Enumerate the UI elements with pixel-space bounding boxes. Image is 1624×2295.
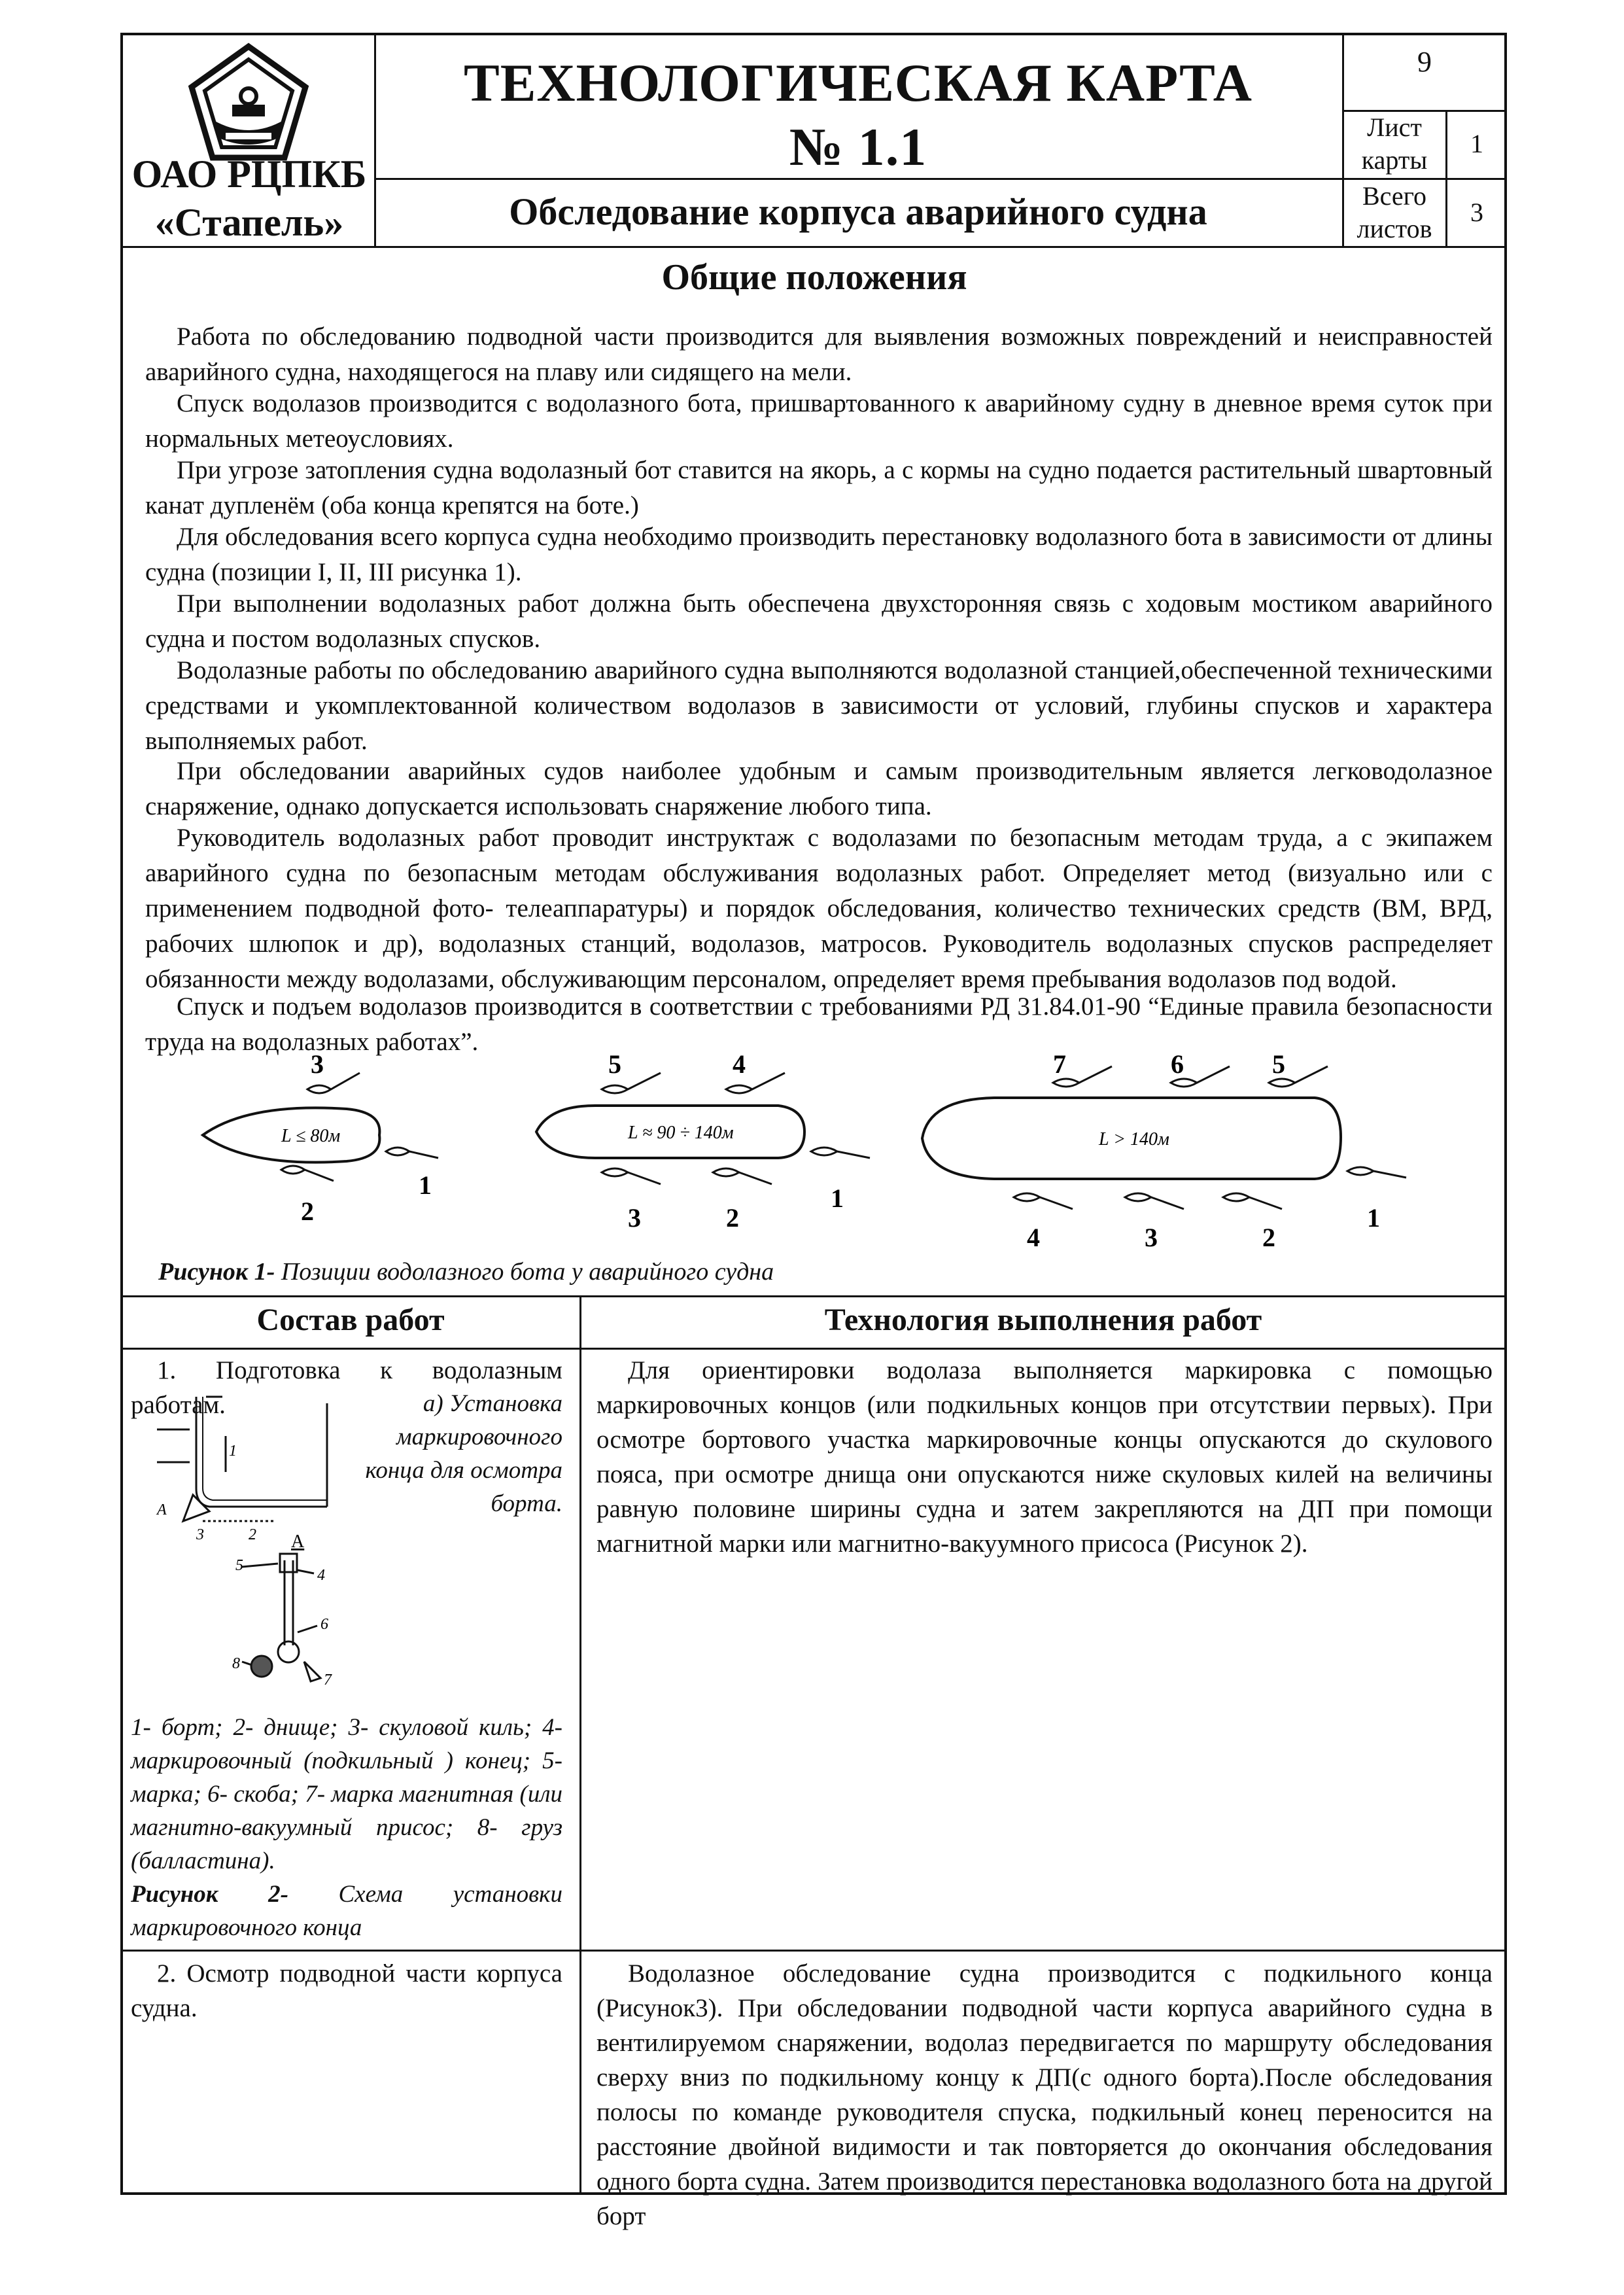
position-number: 1 <box>831 1183 844 1213</box>
paragraph: Работа по обследованию подводной части производится для выявления возможных повреждений и неисправностей аварийного судна, находящегося на плаву или сидящего на мели. <box>145 323 1493 386</box>
table-header-line <box>120 1348 1507 1350</box>
col-header-works: Состав работ <box>256 1303 445 1337</box>
figure1-boat-positions <box>150 1053 1472 1250</box>
org-name: ОАО РЦПКБ <box>131 152 367 196</box>
col-header-technology: Технология выполнения работ <box>824 1303 1262 1337</box>
svg-text:7: 7 <box>324 1672 332 1689</box>
position-number: 4 <box>733 1053 746 1079</box>
svg-text:4: 4 <box>317 1567 325 1584</box>
position-number: 2 <box>301 1197 314 1226</box>
svg-text:2: 2 <box>249 1526 256 1543</box>
position-number: 6 <box>1171 1053 1184 1079</box>
figure2-label-a: А <box>291 1532 305 1552</box>
table-row-line <box>120 1950 1507 1952</box>
figure2-legend: 1- борт; 2- днище; 3- скуловой киль; 4- маркировочный (подкильный ) конец; 5- марка; 6- скоба; 7- марка магнитная (или магнитно-вакуумный присос; 8- груз (балластина). <box>131 1714 562 1874</box>
svg-text:6: 6 <box>320 1616 328 1633</box>
card-number: № 1.1 <box>789 117 927 177</box>
work-item: 1. Подготовка к водолазным работам. <box>131 1356 562 1419</box>
ship2-length-label: L ≈ 90 ÷ 140м <box>628 1123 734 1143</box>
header-bottom-line <box>120 246 1507 248</box>
document-title: ТЕХНОЛОГИЧЕСКАЯ КАРТА <box>464 53 1253 113</box>
paragraph: Для обследования всего корпуса судна необходимо производить перестановку водолазного бота в зависимости от длины судна (позиции I, II, III рисунка 1). <box>145 523 1493 586</box>
position-number: 1 <box>1367 1203 1380 1233</box>
figure2-marker-diagram <box>144 1390 366 1698</box>
svg-text:5: 5 <box>235 1557 243 1574</box>
card-subtitle: Обследование корпуса аварийного судна <box>509 190 1207 233</box>
ship3-length-label: L > 140м <box>1099 1129 1169 1149</box>
svg-text:3: 3 <box>196 1526 204 1543</box>
position-number: 1 <box>419 1170 432 1200</box>
svg-text:1: 1 <box>229 1443 237 1460</box>
sheet-label: Лист карты <box>1361 113 1428 175</box>
figure1-caption-label: Рисунок 1- <box>158 1258 275 1286</box>
position-number: 4 <box>1027 1223 1040 1250</box>
position-number: 5 <box>608 1053 621 1079</box>
ship1-length-label: L ≤ 80м <box>281 1126 341 1146</box>
technology-text: Водолазное обследование судна производится с подкильного конца (Рисунок3). При обследовании подводной части корпуса аварийного судна в вентилируемом снаряжении, водолаз передвигается по маршруту обследования сверху вниз по подкильному концу к ДП(с одного борта).После обследования полосы по команде руководителя спуска, подкильный конец переносится на расстояние двойной видимости и так повторяется до окончания обследования одного борта судна. Затем производится перестановка водолазного бота на другой борт <box>596 1959 1493 2230</box>
paragraph: При угрозе затопления судна водолазный бот ставится на якорь, а с кормы на судно подается растительный швартовный канат дупленём (оба конца крепятся на боте.) <box>145 456 1493 519</box>
technology-text: Для ориентировки водолаза выполняется маркировка с помощью маркировочных концов (или подкильных концов при отсутствии первых). При осмотре бортового участка маркировочные концы опускаются до скулового пояса, при осмотре днища они опускаются ниже скуловых килей на величины равную половине ширины судна и затем закрепляются на ДП при помощи магнитной марки или магнитно-вакуумного присоса (Рисунок 2). <box>596 1356 1493 1558</box>
paragraph: Руководитель водолазных работ проводит инструктаж с водолазами по безопасным методам труда, а с экипажем аварийного судна по безопасным методам обслуживания водолазных работ. Определяет метод (визуально или с применением подводной фото- телеаппаратуры) и порядок обследования, количество технических средств (ВМ, ВРД, рабочих шлюпок и др), водолазных станций, водолазов, матросов. Руководитель водолазных спусков распределяет обязанности между водолазами, обслуживающим персоналом, определяет время пребывания водолазов под водой. <box>145 824 1493 993</box>
figure2-subtitle: а) Установка маркировочного конца для осмотра борта. <box>365 1390 562 1517</box>
section-heading: Общие положения <box>661 257 967 298</box>
figure1-caption-text: Позиции водолазного бота у аварийного судна <box>275 1258 774 1286</box>
position-number: 2 <box>1262 1223 1275 1250</box>
total-value: 3 <box>1470 198 1483 227</box>
svg-text:8: 8 <box>232 1655 240 1672</box>
sheet-value: 1 <box>1470 129 1483 158</box>
company-logo-icon <box>186 43 311 164</box>
position-number: 3 <box>311 1053 324 1079</box>
position-number: 3 <box>1145 1223 1158 1250</box>
table-top-line <box>120 1295 1507 1297</box>
page-number: 9 <box>1417 46 1432 78</box>
header-line-2 <box>374 178 1507 180</box>
svg-text:А: А <box>157 1501 167 1518</box>
paragraph: При выполнении водолазных работ должна быть обеспечена двухсторонняя связь с ходовым мостиком аварийного судна и постом водолазных спусков. <box>145 589 1493 653</box>
position-number: 5 <box>1272 1053 1285 1079</box>
paragraph: При обследовании аварийных судов наиболее удобным и самым производительным является легководолазное снаряжение, однако допускается использовать снаряжение любого типа. <box>145 757 1493 820</box>
paragraph: Водолазные работы по обследованию аварийного судна выполняются водолазной станцией,обеспеченной техническими средствами и укомплектованной количеством водолазов в зависимости от условий, глубины спусков и характера выполняемых работ. <box>145 656 1493 755</box>
figure2-caption-text: Схема установки маркировочного конца <box>131 1881 562 1941</box>
figure2-caption <box>131 1878 562 1944</box>
position-number: 3 <box>628 1203 641 1233</box>
position-number: 2 <box>726 1203 739 1233</box>
org-brand: «Стапель» <box>154 201 344 244</box>
paragraph: Спуск водолазов производится с водолазного бота, пришвартованного к аварийному судну в дневное время суток при нормальных метеоусловиях. <box>145 389 1493 453</box>
table-column-divider <box>579 1295 581 2193</box>
total-label: Всего листов <box>1356 181 1432 243</box>
work-item: 2. Осмотр подводной части корпуса судна. <box>131 1959 562 2022</box>
position-number: 7 <box>1053 1053 1066 1079</box>
figure1-caption <box>158 1257 774 1286</box>
paragraph: Спуск и подъем водолазов производится в соответствии с требованиями РД 31.84.01-90 “Единые правила безопасности труда на водолазных работах”. <box>145 992 1493 1056</box>
figure2-caption-label: Рисунок 2- <box>131 1881 288 1908</box>
